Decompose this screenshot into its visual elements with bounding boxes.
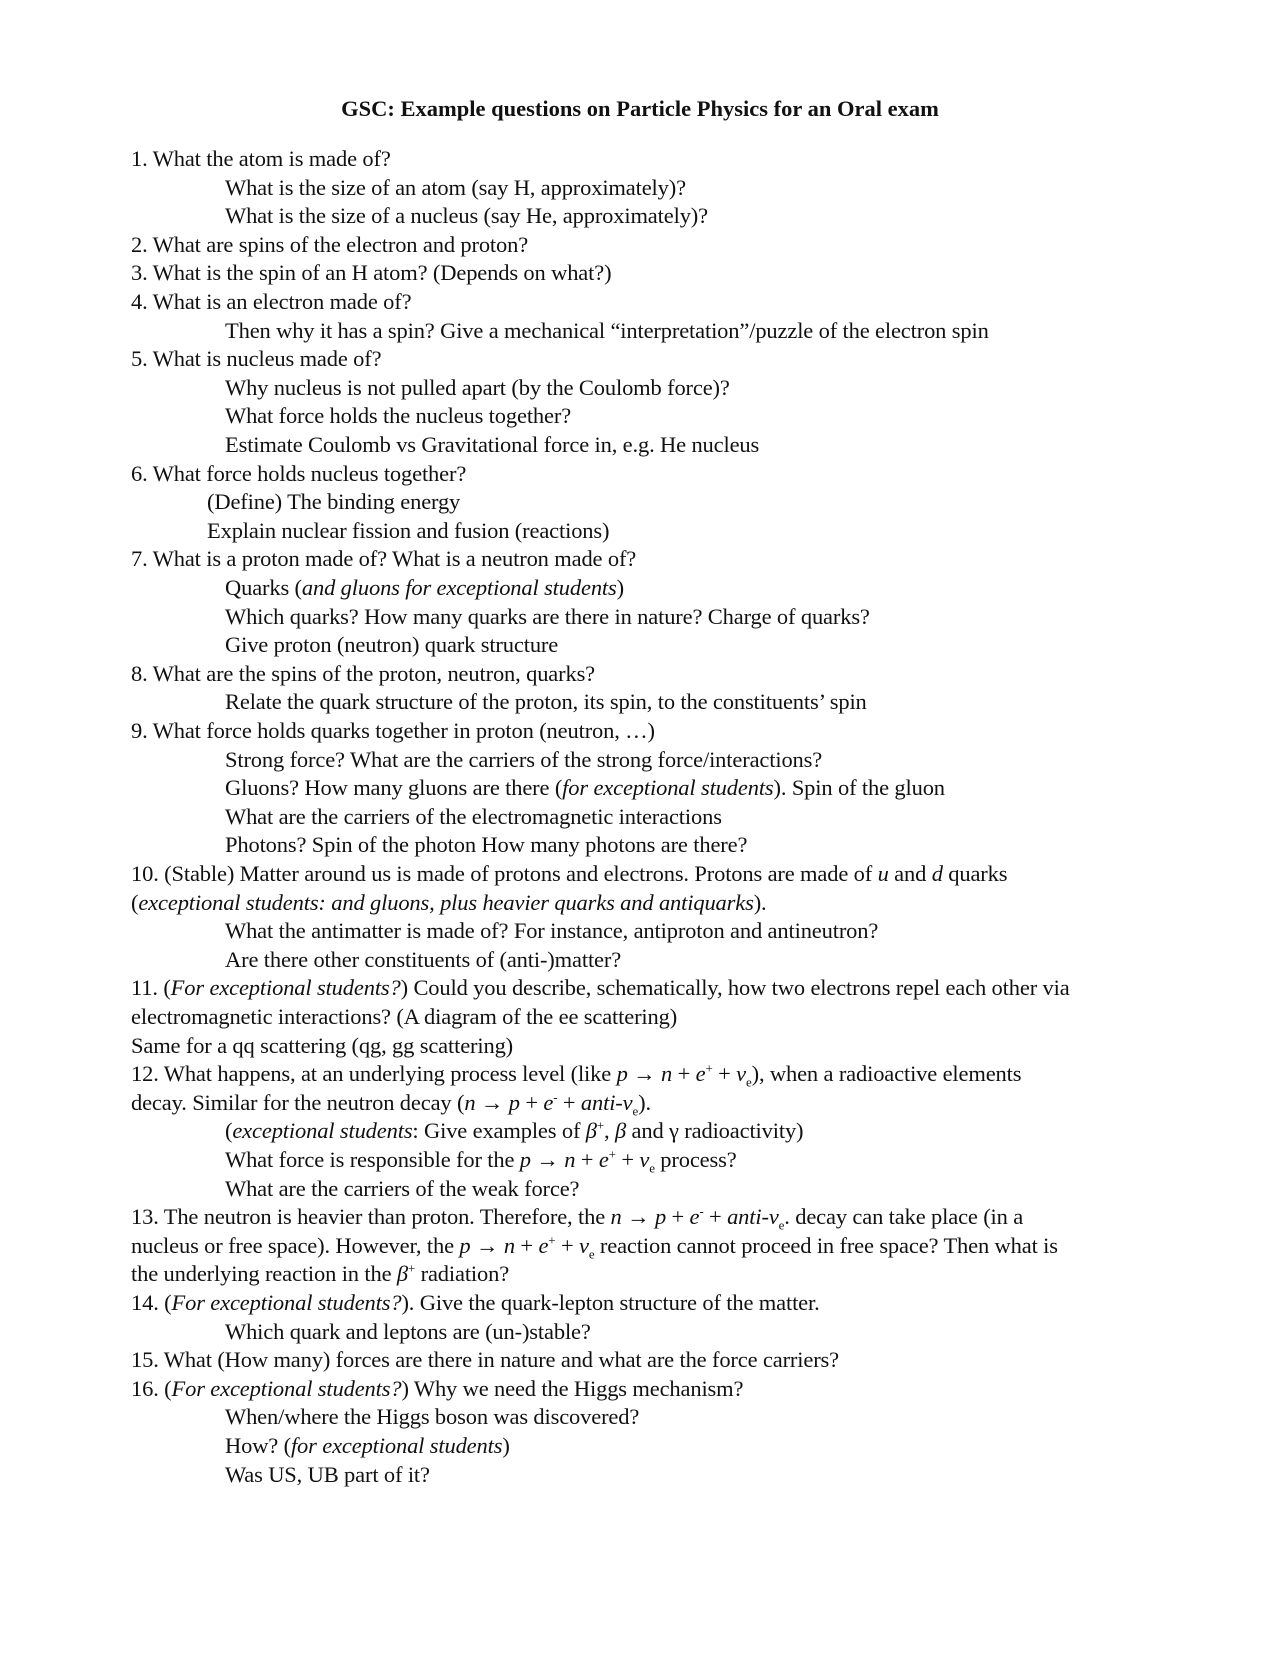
text-segment: the underlying reaction in the bbox=[131, 1261, 397, 1287]
sub-question-line bbox=[225, 917, 878, 946]
question-line bbox=[131, 1003, 677, 1032]
text-segment: + bbox=[557, 1089, 581, 1115]
sub-question-line bbox=[225, 1461, 430, 1490]
text-segment: ). Spin of the gluon bbox=[773, 775, 945, 801]
text-segment: , bbox=[604, 1118, 615, 1144]
text-segment: p bbox=[459, 1232, 471, 1258]
sub-question-line bbox=[225, 1403, 639, 1432]
text-segment: 9. What force holds quarks together in proton (neutron, …) bbox=[131, 718, 655, 743]
page-title: GSC: Example questions on Particle Physics for an Oral exam bbox=[341, 96, 939, 121]
question-line bbox=[131, 1375, 743, 1404]
sub-question-line bbox=[225, 1146, 737, 1175]
sub-question-line bbox=[225, 1117, 803, 1146]
text-segment: decay. Similar for the neutron decay ( bbox=[131, 1089, 465, 1115]
text-segment: → bbox=[530, 1147, 565, 1172]
text-segment: → bbox=[621, 1204, 655, 1230]
text-segment: β bbox=[396, 1261, 408, 1287]
text-segment: What are the carriers of the electromagnetic interactions bbox=[225, 803, 722, 829]
sub-question-line bbox=[225, 688, 867, 717]
text-segment: electromagnetic interactions? (A diagram of the ee scattering) bbox=[131, 1004, 678, 1029]
sub-question-line bbox=[225, 174, 686, 203]
text-segment: + bbox=[548, 1232, 556, 1248]
text-segment: e bbox=[745, 1074, 752, 1090]
text-segment: 5. What is nucleus made of? bbox=[131, 346, 382, 372]
question-line bbox=[131, 545, 636, 574]
text-segment: (Define) The binding energy bbox=[207, 489, 461, 515]
text-segment: 12. What happens, at an underlying process level (like bbox=[131, 1061, 617, 1087]
text-segment: 15. What (How many) forces are there in nature and what are the force carriers? bbox=[131, 1347, 839, 1373]
question-line bbox=[131, 1060, 1021, 1089]
text-segment: quarks bbox=[942, 861, 1008, 886]
text-segment: 2. What are spins of the electron and proton? bbox=[131, 231, 529, 257]
text-segment: for exceptional students bbox=[562, 775, 774, 801]
text-segment: What the antimatter is made of? For instance, antiproton and antineutron? bbox=[225, 918, 879, 944]
question-line bbox=[131, 860, 1007, 889]
question-line bbox=[131, 1346, 839, 1375]
sub-question-line bbox=[225, 946, 621, 975]
text-segment: β bbox=[614, 1118, 627, 1144]
text-segment: For exceptional students? bbox=[170, 975, 401, 1001]
text-segment: and bbox=[888, 861, 932, 886]
question-line bbox=[131, 1232, 1058, 1261]
text-segment: Was US, UB part of it? bbox=[225, 1461, 430, 1487]
text-segment: → bbox=[470, 1232, 504, 1258]
text-segment: anti-ν bbox=[580, 1089, 633, 1115]
text-segment: reaction cannot proceed in free space? Then what is bbox=[594, 1232, 1058, 1258]
text-segment: When/where the Higgs boson was discovered? bbox=[225, 1404, 640, 1430]
text-segment: ) bbox=[616, 575, 624, 600]
question-line bbox=[131, 974, 1070, 1003]
text-segment: Same for a qq scattering (qg, gg scattering) bbox=[131, 1032, 514, 1058]
text-segment: What force holds the nucleus together? bbox=[225, 403, 572, 429]
text-segment: n bbox=[610, 1204, 622, 1230]
text-segment: Gluons? How many gluons are there ( bbox=[225, 775, 563, 801]
sub-question-line bbox=[225, 317, 989, 346]
text-segment: + bbox=[575, 1147, 599, 1172]
text-segment: and gluons for exceptional students bbox=[301, 575, 617, 600]
text-segment: n bbox=[661, 1061, 673, 1087]
text-segment: e bbox=[598, 1147, 609, 1172]
text-segment: → bbox=[475, 1089, 509, 1115]
text-segment: 10. (Stable) Matter around us is made of protons and electrons. Protons are made of bbox=[131, 861, 878, 886]
text-segment: 3. What is the spin of an H atom? (Depends on what?) bbox=[131, 260, 612, 286]
text-segment: Give proton (neutron) quark structure bbox=[225, 632, 559, 658]
question-line bbox=[131, 1203, 1023, 1232]
text-segment: Photons? Spin of the photon How many photons are there? bbox=[225, 832, 748, 858]
text-segment: + bbox=[519, 1089, 544, 1115]
text-segment: exceptional students bbox=[232, 1118, 413, 1144]
text-segment: → bbox=[627, 1061, 661, 1087]
sub-question-line bbox=[207, 517, 609, 546]
text-segment: Estimate Coulomb vs Gravitational force in, e.g. He nucleus bbox=[225, 432, 760, 457]
text-segment: 8. What are the spins of the proton, neutron, quarks? bbox=[131, 660, 596, 686]
sub-question-line bbox=[225, 402, 571, 431]
text-segment: + bbox=[608, 1146, 616, 1162]
question-line bbox=[131, 145, 391, 174]
text-segment: ). Give the quark-lepton structure of the matter. bbox=[401, 1290, 820, 1315]
text-segment: ) Why we need the Higgs mechanism? bbox=[401, 1375, 744, 1401]
text-segment: ( bbox=[131, 889, 139, 915]
text-segment: p bbox=[508, 1089, 520, 1115]
text-segment: e bbox=[588, 1246, 595, 1262]
text-segment: e bbox=[689, 1204, 700, 1230]
question-line bbox=[131, 231, 528, 260]
text-segment: What force is responsible for the bbox=[225, 1147, 520, 1172]
text-segment: 16. ( bbox=[131, 1375, 172, 1401]
question-line bbox=[131, 288, 411, 317]
text-segment: + bbox=[615, 1147, 640, 1172]
question-line bbox=[131, 717, 655, 746]
text-segment: n bbox=[564, 1147, 576, 1172]
text-segment: e bbox=[538, 1232, 549, 1258]
sub-question-line bbox=[225, 202, 708, 231]
text-segment: How? ( bbox=[225, 1433, 291, 1458]
text-segment: Which quark and leptons are (un-)stable? bbox=[225, 1318, 591, 1344]
text-segment: u bbox=[877, 861, 889, 886]
text-segment: For exceptional students? bbox=[171, 1290, 402, 1315]
text-segment: nucleus or free space). However, the bbox=[131, 1232, 460, 1258]
text-segment: and γ radioactivity) bbox=[626, 1118, 804, 1144]
text-segment: Strong force? What are the carriers of the strong force/interactions? bbox=[225, 746, 823, 772]
text-segment: + bbox=[712, 1061, 737, 1087]
text-segment: For exceptional students? bbox=[171, 1375, 402, 1401]
text-segment: ν bbox=[736, 1061, 746, 1087]
text-segment: ). bbox=[638, 1089, 651, 1115]
text-segment: + bbox=[596, 1117, 605, 1133]
sub-question-line bbox=[207, 488, 460, 517]
sub-question-line bbox=[225, 631, 558, 660]
question-line bbox=[131, 1260, 509, 1289]
text-segment: Relate the quark structure of the proton, its spin, to the constituents’ spin bbox=[225, 689, 867, 715]
sub-question-line bbox=[225, 574, 624, 603]
text-segment: exceptional students: and gluons, plus heavier quarks and antiquarks bbox=[138, 889, 754, 915]
text-segment: e bbox=[543, 1089, 554, 1115]
text-segment: ). bbox=[753, 889, 767, 915]
text-segment: . decay can take place (in a bbox=[784, 1204, 1024, 1230]
text-segment: β bbox=[585, 1118, 597, 1144]
question-line bbox=[131, 660, 595, 689]
question-line bbox=[131, 1089, 651, 1118]
question-line bbox=[131, 1032, 513, 1061]
text-segment: Explain nuclear fission and fusion (reactions) bbox=[207, 517, 610, 543]
text-segment: Then why it has a spin? Give a mechanical “interpretation”/puzzle of the electron spin bbox=[225, 317, 989, 343]
text-segment: ν bbox=[578, 1232, 589, 1258]
text-segment: n bbox=[503, 1232, 515, 1258]
text-segment: e bbox=[632, 1103, 639, 1119]
text-segment: e bbox=[695, 1061, 706, 1087]
text-segment: : Give examples of bbox=[412, 1118, 586, 1144]
text-segment: ( bbox=[225, 1118, 233, 1144]
text-segment: + bbox=[666, 1204, 690, 1230]
text-segment: ν bbox=[639, 1147, 650, 1172]
text-segment: ) bbox=[502, 1433, 510, 1458]
sub-question-line bbox=[225, 1175, 579, 1204]
text-segment: - bbox=[553, 1089, 558, 1105]
text-segment: 1. What the atom is made of? bbox=[131, 146, 391, 171]
sub-question-line bbox=[225, 774, 945, 803]
text-segment: p bbox=[616, 1061, 628, 1087]
text-segment: 13. The neutron is heavier than proton. Therefore, the bbox=[131, 1204, 611, 1230]
sub-question-line bbox=[225, 831, 747, 860]
text-segment: e bbox=[649, 1160, 655, 1176]
text-segment: n bbox=[464, 1089, 476, 1115]
text-segment: 6. What force holds nucleus together? bbox=[131, 460, 467, 486]
question-line bbox=[131, 460, 466, 489]
text-segment: + bbox=[672, 1061, 696, 1087]
sub-question-line bbox=[225, 1432, 510, 1461]
text-segment: 4. What is an electron made of? bbox=[131, 289, 412, 314]
text-segment: What is the size of a nucleus (say He, approximately)? bbox=[225, 203, 708, 229]
text-segment: ) Could you describe, schematically, how two electrons repel each other via bbox=[400, 975, 1070, 1001]
text-segment: anti-ν bbox=[727, 1204, 779, 1230]
text-segment: e bbox=[778, 1217, 785, 1233]
text-segment: p bbox=[654, 1204, 667, 1230]
text-segment: p bbox=[519, 1147, 531, 1172]
sub-question-line bbox=[225, 431, 759, 460]
sub-question-line bbox=[225, 1318, 591, 1347]
text-segment: + bbox=[407, 1260, 416, 1276]
sub-question-line bbox=[225, 746, 822, 775]
text-segment: 7. What is a proton made of? What is a neutron made of? bbox=[131, 546, 637, 572]
text-segment: + bbox=[555, 1232, 579, 1258]
question-line bbox=[131, 1289, 820, 1318]
text-segment: d bbox=[931, 861, 943, 886]
text-segment: Which quarks? How many quarks are there in nature? Charge of quarks? bbox=[225, 603, 870, 629]
question-line bbox=[131, 259, 611, 288]
text-segment: What is the size of an atom (say H, approximately)? bbox=[225, 174, 686, 200]
text-segment: What are the carriers of the weak force? bbox=[225, 1175, 580, 1201]
text-segment: 11. ( bbox=[131, 975, 171, 1001]
text-segment: 14. ( bbox=[131, 1290, 172, 1315]
text-segment: process? bbox=[654, 1147, 737, 1172]
text-segment: Quarks ( bbox=[225, 575, 302, 600]
text-segment: + bbox=[514, 1232, 539, 1258]
text-segment: Why nucleus is not pulled apart (by the Coulomb force)? bbox=[225, 374, 730, 400]
question-line bbox=[131, 345, 381, 374]
text-segment: - bbox=[699, 1203, 704, 1219]
text-segment: radiation? bbox=[415, 1261, 510, 1287]
text-segment: for exceptional students bbox=[290, 1433, 503, 1458]
question-line bbox=[131, 889, 767, 918]
text-segment: + bbox=[705, 1060, 713, 1076]
sub-question-line bbox=[225, 374, 730, 403]
text-segment: Are there other constituents of (anti-)matter? bbox=[225, 946, 622, 972]
sub-question-line bbox=[225, 803, 722, 832]
text-segment: + bbox=[703, 1204, 728, 1230]
text-segment: ), when a radioactive elements bbox=[751, 1061, 1022, 1087]
sub-question-line bbox=[225, 603, 870, 632]
